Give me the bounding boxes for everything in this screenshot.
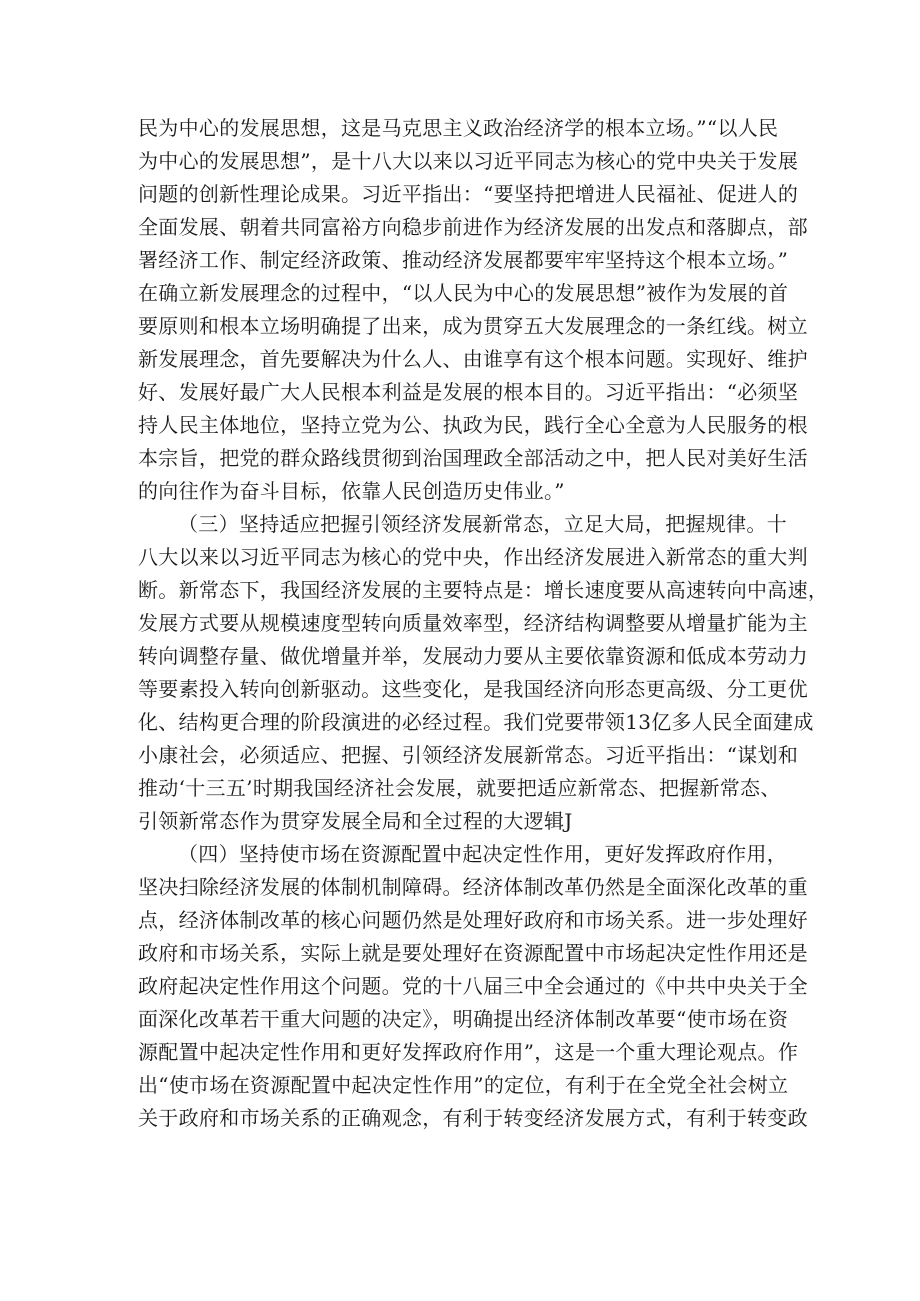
- paragraph-new-normal: [138, 508, 829, 838]
- text-line: 化、结构更合理的阶段演进的必经过程。我们党要带领13亿多人民全面建成: [138, 710, 814, 734]
- text-line: 本宗旨，把党的群众路线贯彻到治国理政全部活动之中，把人民对美好生活: [138, 446, 808, 470]
- text-line: 政府和市场关系，实际上就是要处理好在资源配置中市场起决定性作用还是: [138, 941, 808, 965]
- text-line: 新发展理念，首先要解决为什么人、由谁享有这个根本问题。实现好、维护: [138, 347, 808, 371]
- text-line: 问题的创新性理论成果。习近平指出：“要坚持把增进人民福祉、促进人的: [138, 182, 799, 206]
- text-line: 八大以来以习近平同志为核心的党中央，作出经济发展进入新常态的重大判: [138, 545, 808, 569]
- text-line: 的向往作为奋斗目标，依靠人民创造历史伟业。”: [138, 479, 565, 503]
- text-line: 要原则和根本立场明确提了出来，成为贯穿五大发展理念的一条红线。树立: [138, 314, 808, 338]
- text-line: 署经济工作、制定经济政策、推动经济发展都要牢牢坚持这个根本立场。”: [138, 248, 789, 272]
- text-line: 民为中心的发展思想，这是马克思主义政治经济学的根本立场。”“以人民: [138, 116, 779, 140]
- text-line: 小康社会，必须适应、把握、引领经济发展新常态。习近平指出：“谋划和: [138, 743, 799, 767]
- text-line: 为中心的发展思想”，是十八大以来以习近平同志为核心的党中央关于发展: [138, 149, 799, 173]
- text-line: 坚决扫除经济发展的体制机制障碍。经济体制改革仍然是全面深化改革的重: [138, 875, 808, 899]
- text-line: 好、发展好最广大人民根本利益是发展的根本目的。习近平指出：“必须坚: [138, 380, 799, 404]
- text-line: 等要素投入转向创新驱动。这些变化，是我国经济向形态更高级、分工更优: [138, 677, 808, 701]
- text-line: 点，经济体制改革的核心问题仍然是处理好政府和市场关系。进一步处理好: [138, 908, 808, 932]
- paragraph-people-centered: [138, 112, 808, 508]
- text-line: 政府起决定性作用这个问题。党的十八届三中全会通过的《中共中央关于全: [138, 974, 808, 998]
- text-line: 持人民主体地位，坚持立党为公、执政为民，践行全心全意为人民服务的根: [138, 413, 808, 437]
- text-line: （三）坚持适应把握引领经济发展新常态，立足大局，把握规律。十: [178, 512, 787, 536]
- text-line: 断。新常态下，我国经济发展的主要特点是：增长速度要从高速转向中高速，: [138, 578, 829, 602]
- text-line: 关于政府和市场关系的正确观念，有利于转变经济发展方式，有利于转变政: [138, 1106, 808, 1130]
- text-line: 源配置中起决定性作用和更好发挥政府作用”，这是一个重大理论观点。作: [138, 1040, 799, 1064]
- text-line: 在确立新发展理念的过程中，“以人民为中心的发展思想”被作为发展的首: [138, 281, 789, 305]
- text-line: 引领新常态作为贯穿发展全局和全过程的大逻辑J: [138, 809, 573, 833]
- text-line: 全面发展、朝着共同富裕方向稳步前进作为经济发展的出发点和落脚点，部: [138, 215, 808, 239]
- text-line: 出“使市场在资源配置中起决定性作用”的定位，有利于在全党全社会树立: [138, 1073, 789, 1097]
- text-line: 推动‘十三五’时期我国经济社会发展，就要把适应新常态、把握新常态、: [138, 776, 781, 800]
- document-body: [138, 112, 829, 1135]
- text-line: 面深化改革若干重大问题的决定》，明确提出经济体制改革要“使市场在资: [138, 1007, 789, 1031]
- text-line: 转向调整存量、做优增量并举，发展动力要从主要依靠资源和低成本劳动力: [138, 644, 808, 668]
- paragraph-market-role: [138, 838, 808, 1135]
- text-line: （四）坚持使市场在资源配置中起决定性作用，更好发挥政府作用，: [178, 842, 787, 866]
- text-line: 发展方式要从规模速度型转向质量效率型，经济结构调整要从增量扩能为主: [138, 611, 808, 635]
